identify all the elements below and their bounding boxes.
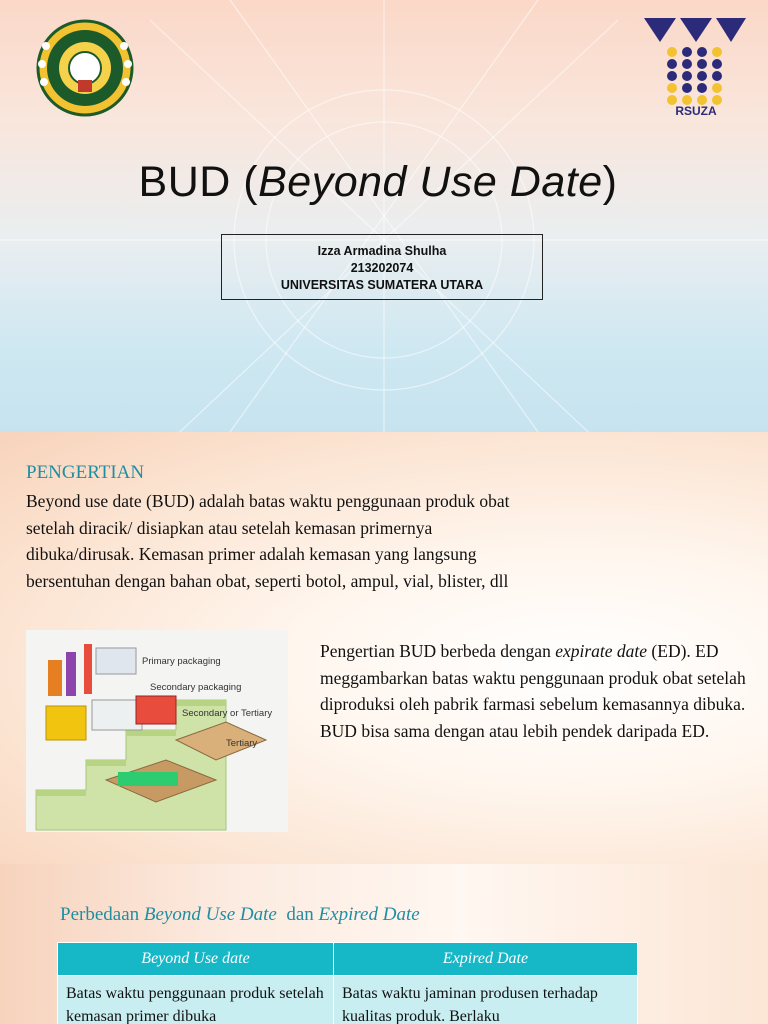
title-slide [0,0,768,432]
cell-bud-definition: Batas waktu penggunaan produk setelah kemasan primer dibuka [58,976,334,1024]
author-info-box [221,234,543,300]
comparison-slide [0,864,768,1024]
rsuza-dot [697,59,707,69]
expired-date-paragraph: Pengertian BUD berbeda dengan expirate date (ED). ED meggambarkan batas waktu penggunaan produk obat setelah diproduksi oleh pabrik farmasi sebelum kemasannya dibuka. BUD bisa sama dengan atau lebih pendek daripada ED. [320,641,746,741]
section-heading: PENGERTIAN [26,462,145,483]
rsuza-dot [667,59,677,69]
definition-slide [0,432,768,864]
header-expired-date: Expired Date [334,943,638,976]
rsuza-dot [697,71,707,81]
rsuza-dot [682,59,692,69]
rsuza-dot [712,71,722,81]
rsuza-dot [712,47,722,57]
rsuza-dot [682,71,692,81]
comparison-title: Perbedaan Beyond Use Date dan Expired Date [60,904,420,925]
label-primary-packaging: Primary packaging [142,656,221,667]
label-tertiary: Tertiary [226,738,258,749]
rsuza-label: RSUZA [675,104,717,118]
rsuza-dot [712,83,722,93]
rsuza-dot [667,71,677,81]
label-secondary-packaging: Secondary packaging [150,682,242,693]
author-student-id: 213202074 [350,261,414,275]
header-beyond-use-date: Beyond Use date [58,943,334,976]
university-seal-logo [32,18,138,118]
comparison-table [57,942,638,1024]
rsuza-dot [667,83,677,93]
presentation-title: BUD (Beyond Use Date) [138,158,618,206]
label-secondary-or-tertiary: Secondary or Tertiary [182,708,273,719]
rsuza-dot [682,47,692,57]
table-header-row [58,943,638,976]
definition-paragraph: Beyond use date (BUD) adalah batas waktu penggunaan produk obat setelah diracik/ disiapkan atau setelah kemasan primernya dibuka/dirusak. Kemasan primer adalah kemasan yang langsung bersentuhan dengan bahan obat, seperti botol, ampul, vial, blister, dll [26,491,510,591]
packaging-levels-illustration [26,630,288,832]
author-name: Izza Armadina Shulha [317,244,447,258]
rsuza-dot [682,83,692,93]
table-row [58,976,638,1024]
cell-ed-definition: Batas waktu jaminan produsen terhadap kualitas produk. Berlaku [334,976,638,1024]
rsuza-dot [712,59,722,69]
author-university: UNIVERSITAS SUMATERA UTARA [280,278,484,292]
rsuza-dot [697,47,707,57]
rsuza-dot [667,47,677,57]
rsuza-dot [697,83,707,93]
